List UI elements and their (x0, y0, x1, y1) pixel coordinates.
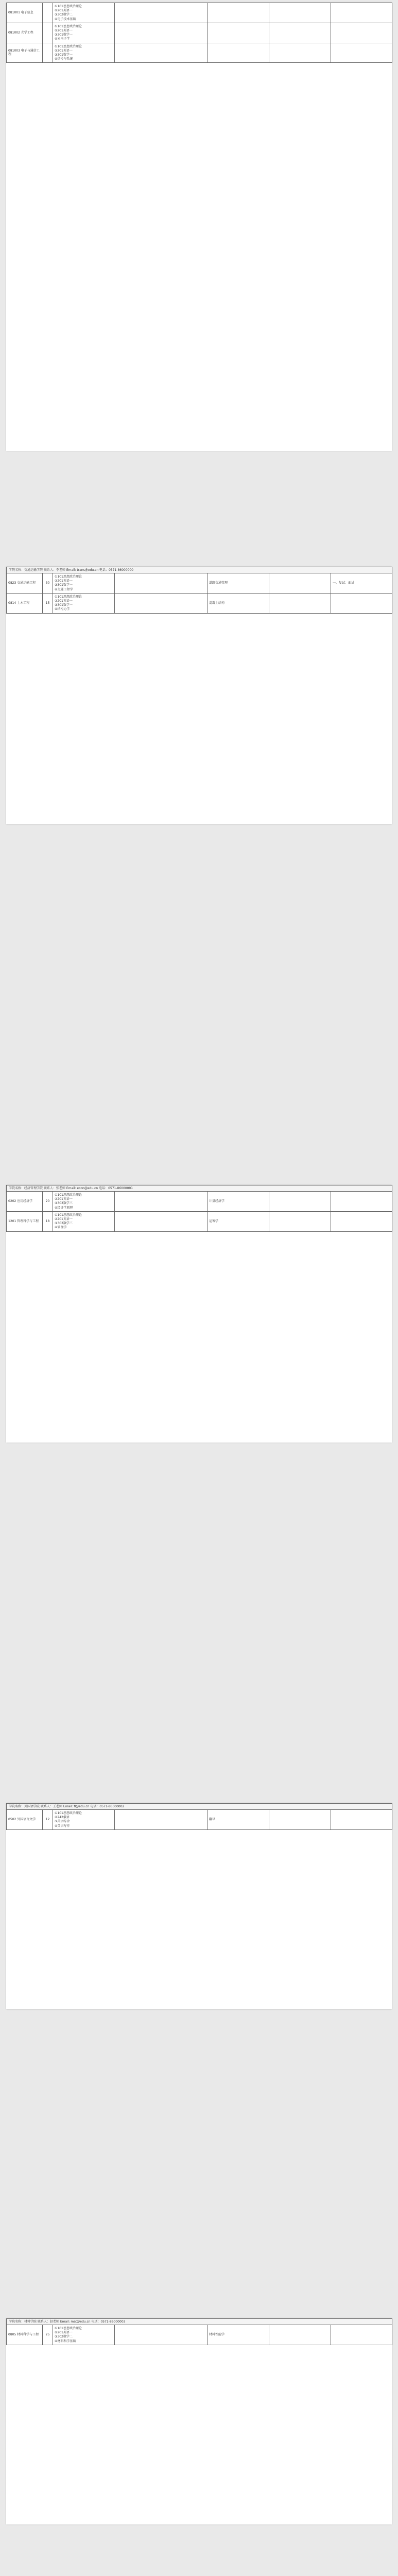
page-5 (6, 2318, 392, 2524)
page-2 (6, 567, 392, 824)
major-name: 081001 电子信息 (7, 3, 43, 23)
admission-table-2: 学院名称：交通运输学院 联系人：李老师 Email: trans@edu.cn 电话：0571-86000000 0823 交通运输工程 30 ①101思想政治理论 ②201英语一 ③301数学一 ④交通工程学 道路交通管理 一、复试：面试 0814 土木工程 15 ①101思想政治理论 ②201英语一 ③301数学一 ④结构力学 混凝土结构 (6, 567, 392, 614)
admission-table-3: 学院名称：经济管理学院 联系人：张老师 Email: econ@edu.cn 电话：0571-86000001 0202 应用经济学 20 ①101思想政治理论 ②201英语一 ③303数学三 ④经济学原理 计量经济学 1201 管理科学与工程 18 ①101思想政治理论 ②201英语一 ③303数学三 ④管理学 运筹学 (6, 1185, 392, 1232)
page-3 (6, 1185, 392, 1443)
admission-table-4: 学院名称：外国语学院 联系人：王老师 Email: fl@edu.cn 电话：0571-86000002 0502 外国语言文学 12 ①101思想政治理论 ②242俄语 ③英语综合 ④英语写作 翻译 (6, 1803, 392, 1830)
major-name: 081002 光学工程 (7, 23, 43, 43)
admission-table-5: 学院名称：材料学院 联系人：赵老师 Email: mat@edu.cn 电话：0571-86000003 0805 材料科学与工程 25 ①101思想政治理论 ②201英语一 ③302数学二 ④材料科学基础 材料性能学 (6, 2318, 392, 2345)
section-header: 学院名称：经济管理学院 联系人：张老师 Email: econ@edu.cn 电话：0571-86000001 (7, 1185, 392, 1192)
page-4 (6, 1803, 392, 2009)
major-name: 081003 电子与通信工程 (7, 43, 43, 63)
section-header: 学院名称：材料学院 联系人：赵老师 Email: mat@edu.cn 电话：0571-86000003 (7, 2319, 392, 2325)
page-1 (6, 3, 392, 451)
section-header: 学院名称：交通运输学院 联系人：李老师 Email: trans@edu.cn 电话：0571-86000000 (7, 567, 392, 573)
section-header: 学院名称：外国语学院 联系人：王老师 Email: fl@edu.cn 电话：0571-86000002 (7, 1804, 392, 1810)
admission-table-1: 081001 电子信息 ①101思想政治理论 ②201英语一 ③302数学二 ④电子技术基础 081002 光学工程 ①101思想政治理论 ②201英语一 ③301数学一 ④光电子学 081003 电子与通信工程 ①101思想政治理论 ②201英语一 ③301数学一 ④信号与系统 (6, 3, 392, 63)
